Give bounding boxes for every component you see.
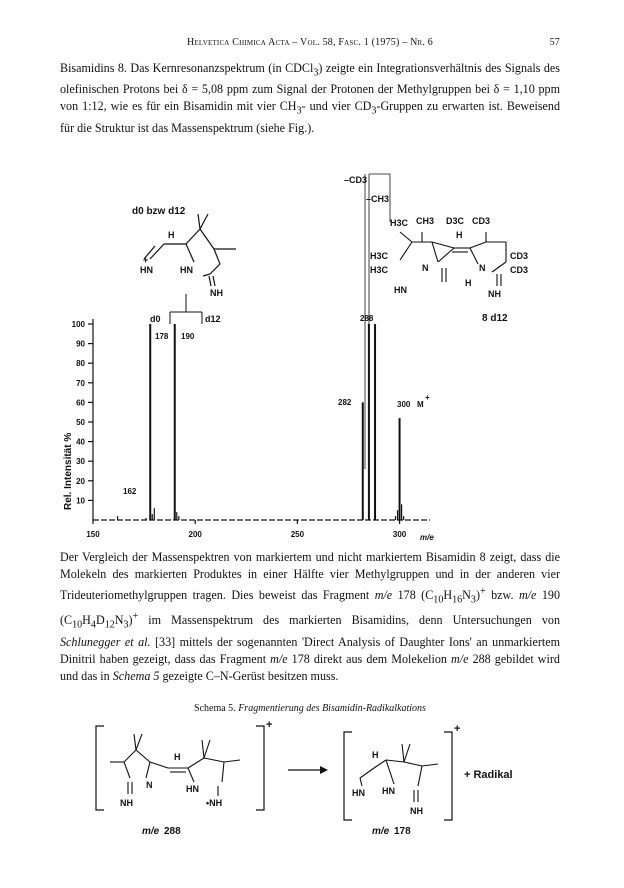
p1-sub-3: 3: [371, 105, 377, 117]
atom-nh-left: NH: [210, 288, 223, 298]
atom-nh-right: NH: [488, 289, 501, 299]
p2-text-11: ): [128, 613, 133, 628]
p2-text-10: N: [114, 613, 124, 628]
atom-n-right: N: [479, 263, 486, 273]
p2-text-2: 178 (C: [392, 588, 434, 603]
scheme-left-caption-mz: m/e: [142, 826, 160, 837]
p2-text-4: N: [462, 588, 471, 603]
atom-hn-right: HN: [394, 285, 407, 295]
label-8d12: 8 d12: [482, 313, 508, 324]
p2-text-12: im Massenspektrum des markierten Bisamidins, denn Untersuchungen von: [138, 613, 560, 628]
schema-caption: [60, 703, 560, 714]
group-ch3: CH3: [416, 216, 435, 226]
scheme-left-charge: +: [266, 720, 273, 731]
x-tick-label-150: 150: [86, 530, 100, 539]
p1-text-1: Bisamidins 8. Das Kernresonanzspektrum (in CDCl: [60, 61, 314, 75]
reaction-arrow: [288, 766, 328, 774]
p2-mz-4: m/e: [451, 651, 469, 666]
peak-label-282: 282: [338, 398, 352, 407]
group-cd3-top: CD3: [472, 216, 491, 226]
p2-text-3: H: [443, 588, 453, 603]
plus-charge-left: +: [143, 255, 149, 265]
x-axis-unit-label: m/e: [420, 533, 434, 542]
group-cd3-right1: CD3: [510, 251, 529, 261]
p2-text-9: D: [95, 613, 105, 628]
y-ticks: [72, 320, 93, 505]
p1-text-4: -Gruppen zu erwarten ist. Beweisend für die Struktur ist das Massenspektrum (siehe Fig.).: [60, 99, 560, 135]
scheme-left-caption-value: 288: [164, 826, 181, 837]
p2-sub-7: 3: [123, 619, 129, 631]
group-h3c-low: H3C: [370, 265, 389, 275]
scheme-left-atom-n: N: [146, 780, 153, 790]
peak-label-288: 288: [360, 314, 374, 323]
atom-hn-left: HN: [180, 265, 193, 275]
p2-text-8: H: [82, 613, 91, 628]
scheme-right-atom-h: H: [372, 750, 379, 760]
atom-h-left: H: [168, 230, 175, 240]
y-tick-label-40: 40: [76, 437, 85, 447]
structure-left: [132, 206, 236, 298]
x-tick-label-250: 250: [290, 530, 305, 539]
scheme-right-atom-hn-left: HN: [352, 788, 365, 798]
molecular-ion-charge: +: [425, 393, 430, 402]
x-ticks: [86, 520, 406, 539]
group-h3c-mid: H3C: [370, 251, 389, 261]
y-tick-label-80: 80: [76, 359, 85, 369]
p2-text-15: 288 gebildet wird und das in: [60, 651, 560, 683]
peak-label-162: 162: [123, 487, 137, 496]
p2-sub-5: 4: [90, 619, 96, 631]
p1-sub-2: 3: [296, 105, 302, 117]
p2-text-6: bzw.: [485, 588, 519, 603]
y-tick-label-60: 60: [76, 398, 85, 408]
frag-cd3: –CD3: [344, 175, 368, 185]
y-axis-label: Rel. Intensität %: [63, 432, 74, 510]
p1-sub-1: 3: [313, 67, 319, 79]
p1-text-2: ) zeigte ein Integrationsverhältnis des Signals des olefinischen Protons bei δ = 5,08 ppm zum Signal der Protonen der Methylgruppen bei δ = 1,10 ppm von 1:12, wie es für ein Bisamidin mit vier CH: [60, 61, 560, 114]
p2-text-5: ): [475, 588, 480, 603]
peak-label-178: 178: [155, 332, 169, 341]
fragmentation-scheme: [90, 720, 560, 850]
peaks: [118, 324, 404, 520]
peak-label-300: 300: [397, 400, 411, 409]
group-h3c-top: H3C: [390, 218, 409, 228]
p2-text-1: Der Vergleich der Massenspektren von markiertem und nicht markiertem Bisamidin 8 zeigt, dass die Molekeln des markierten Produktes in einer Hälfte vier Methylgruppen und in der anderen vier Trideuteriomethylgruppen tragen. Dies beweist das Fragment: [60, 550, 560, 603]
p2-sup-2: +: [132, 611, 139, 623]
scheme-left-atom-nh: NH: [120, 798, 133, 808]
p2-sub-3: 3: [470, 594, 476, 606]
scheme-left-atom-nh-radical: •NH: [206, 798, 223, 808]
page-number: 57: [549, 37, 560, 48]
scheme-right-structure: [344, 723, 460, 837]
atom-h-low: H: [465, 278, 472, 288]
y-tick-label-70: 70: [76, 378, 85, 388]
scheme-right-charge: +: [454, 723, 461, 735]
scheme-right-caption-value: 178: [394, 826, 411, 837]
group-cd3-right2: CD3: [510, 265, 529, 275]
p2-mz-1: m/e: [374, 588, 393, 603]
p2-text-14: 178 direkt aus dem Molekelion: [287, 651, 452, 666]
scheme-left-atom-hn: HN: [186, 784, 199, 794]
p2-schema-ref: Schema 5: [112, 668, 160, 683]
y-tick-label-50: 50: [76, 418, 85, 427]
y-tick-label-20: 20: [76, 476, 85, 486]
atom-n-left: N: [422, 263, 429, 273]
p2-sub-2: 16: [452, 594, 463, 606]
p2-mz-2: m/e: [518, 588, 537, 603]
y-tick-label-30: 30: [76, 457, 85, 467]
p2-sub-6: 12: [104, 619, 115, 631]
peak-label-190: 190: [181, 332, 195, 341]
paragraph-nmr: [60, 60, 560, 137]
y-tick-label-100: 100: [71, 320, 85, 329]
label-d0-bzw-d12: d0 bzw d12: [132, 206, 186, 217]
p2-authors: Schlunegger et al.: [60, 634, 151, 649]
scheme-left-structure: [96, 720, 272, 837]
x-tick-label-200: 200: [188, 530, 202, 539]
bracket-label-d12: d12: [205, 314, 221, 324]
mass-spectrum-figure: [60, 164, 560, 544]
group-d3c: D3C: [446, 216, 465, 226]
p2-sub-1: 10: [433, 594, 444, 606]
y-tick-label-90: 90: [76, 339, 85, 349]
scheme-right-atom-hn: HN: [382, 786, 395, 796]
scheme-right-caption-mz: m/e: [372, 826, 390, 837]
molecular-ion-label: M: [417, 400, 424, 409]
atom-h-center: H: [456, 230, 463, 240]
paragraph-discussion: [60, 549, 560, 685]
bracket-label-d0: d0: [150, 314, 161, 324]
y-tick-label-10: 10: [76, 496, 85, 506]
atom-hn-plus: HN: [140, 265, 153, 275]
frag-ch3: –CH3: [366, 194, 390, 204]
x-tick-label-300: 300: [392, 530, 407, 539]
p1-text-3: - und vier CD: [301, 99, 372, 114]
schema-title: Fragmentierung des Bisamidin-Radikalkations: [238, 703, 426, 714]
p2-text-7: 190 (C: [60, 588, 561, 628]
journal-title: Helvetica Chimica Acta – Vol. 58, Fasc. 1 (1975) – Nr. 6: [186, 37, 434, 48]
peak-labels: [123, 314, 430, 496]
fragment-bracket: [150, 294, 221, 324]
schema-label: Schema 5.: [194, 703, 236, 714]
radical-label: + Radikal: [464, 769, 513, 781]
p2-text-13: [33] mittels der sogenannten 'Direct Analysis of Daughter Ions' an unmarkiertem Dinitril haben gezeigt, dass das Fragment: [60, 634, 561, 666]
p2-mz-3: m/e: [270, 651, 288, 666]
spectrum-axes: [63, 319, 434, 542]
scheme-left-atom-h: H: [174, 752, 181, 762]
scheme-right-atom-nh: NH: [410, 806, 423, 816]
p2-sub-4: 10: [72, 619, 83, 631]
p2-sup-1: +: [479, 586, 486, 597]
p2-text-16: gezeigte C–N-Gerüst besitzen muss.: [159, 668, 339, 683]
